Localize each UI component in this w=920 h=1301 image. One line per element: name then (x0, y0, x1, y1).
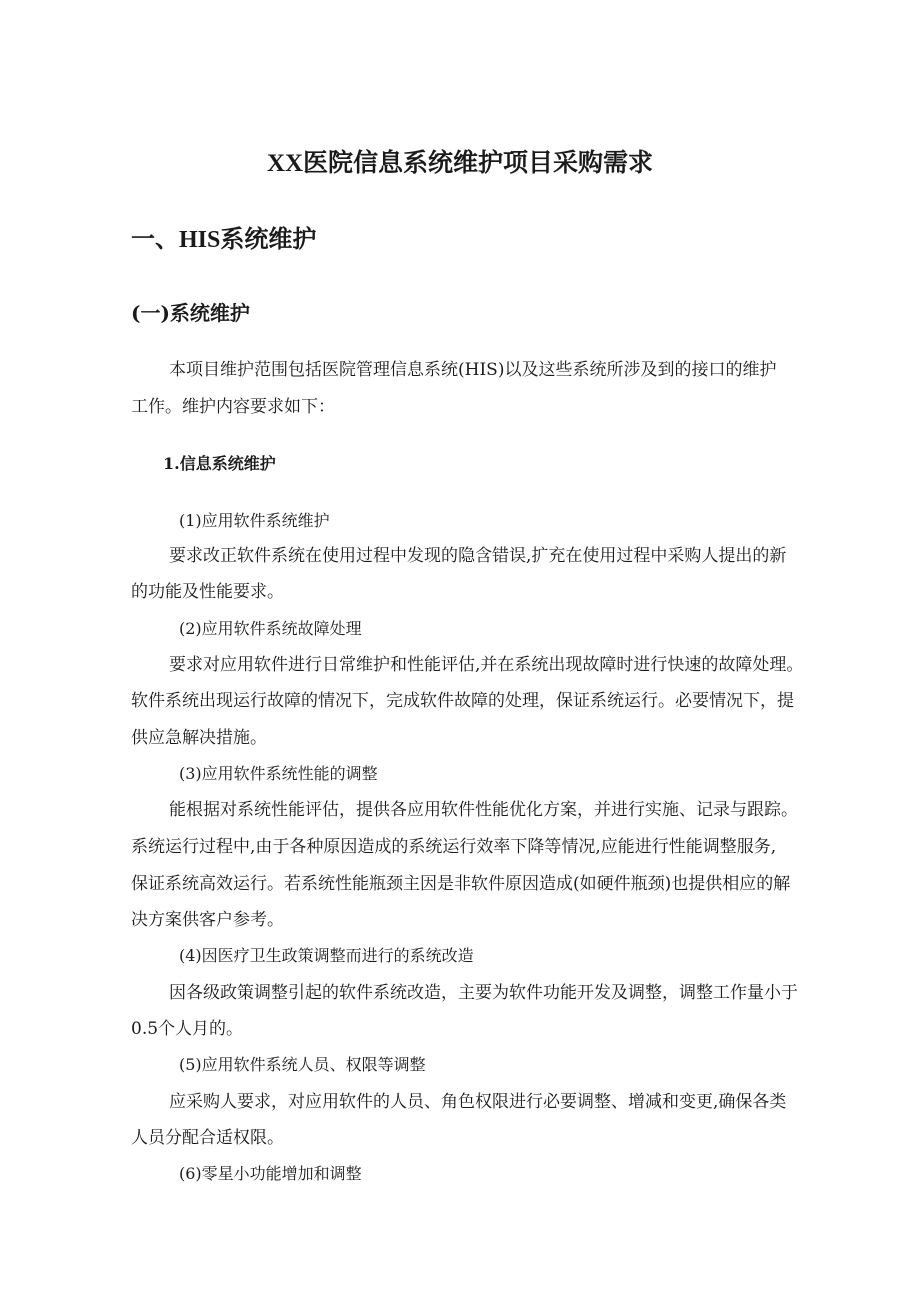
subsection-heading: (一)系统维护 (131, 301, 250, 325)
sub2-text-3: 供应急解决措施。 (131, 728, 267, 748)
sub1-text-2: 的功能及性能要求。 (131, 582, 284, 602)
sub4-text-2: 0.5个人月的。 (131, 1019, 244, 1039)
sub3-text-3: 保证系统高效运行。若系统性能瓶颈主因是非软件原因造成(如硬件瓶颈)也提供相应的解 (131, 874, 791, 894)
sub1-text-1: 要求改正软件系统在使用过程中发现的隐含错误,扩充在使用过程中采购人提出的新 (169, 546, 787, 566)
intro-line-2: 工作。维护内容要求如下： (131, 397, 335, 417)
sub1-heading: (1)应用软件系统维护 (179, 511, 330, 530)
sub2-text-2: 软件系统出现运行故障的情况下，完成软件故障的处理，保证系统运行。必要情况下，提 (131, 691, 794, 711)
sub3-text-1: 能根据对系统性能评估，提供各应用软件性能优化方案，并进行实施、记录与跟踪。 (169, 800, 798, 820)
sub5-text-1: 应采购人要求，对应用软件的人员、角色权限进行必要调整、增减和变更,确保各类 (169, 1092, 787, 1112)
title-text: 医院信息系统维护项目采购需求 (303, 148, 654, 177)
section-heading-his (131, 224, 316, 255)
sub4-text-1: 因各级政策调整引起的软件系统改造，主要为软件功能开发及调整，调整工作量小于 (169, 983, 798, 1003)
title-latin: XX (266, 150, 304, 177)
sub3-heading: (3)应用软件系统性能的调整 (179, 764, 378, 783)
section-latin: HIS (179, 227, 221, 253)
sub3-text-2: 系统运行过程中,由于各种原因造成的系统运行效率下降等情况,应能进行性能调整服务, (131, 837, 777, 857)
sub4-heading: (4)因医疗卫生政策调整而进行的系统改造 (179, 946, 474, 965)
item-heading-1: 1.信息系统维护 (163, 454, 276, 473)
sub2-heading: (2)应用软件系统故障处理 (179, 619, 362, 638)
sub5-heading: (5)应用软件系统人员、权限等调整 (179, 1055, 426, 1074)
section-number: 一、 (131, 224, 179, 253)
intro-line-1: 本项目维护范围包括医院管理信息系统(HIS)以及这些系统所涉及到的接口的维护 (169, 360, 777, 380)
sub2-text-1: 要求对应用软件进行日常维护和性能评估,并在系统出现故障时进行快速的故障处理。 (169, 655, 804, 675)
sub3-text-4: 决方案供客户参考。 (131, 910, 284, 930)
section-text: 系统维护 (220, 224, 317, 253)
sub5-text-2: 人员分配合适权限。 (131, 1128, 284, 1148)
document-title (0, 148, 920, 179)
sub6-heading: (6)零星小功能增加和调整 (179, 1164, 362, 1183)
